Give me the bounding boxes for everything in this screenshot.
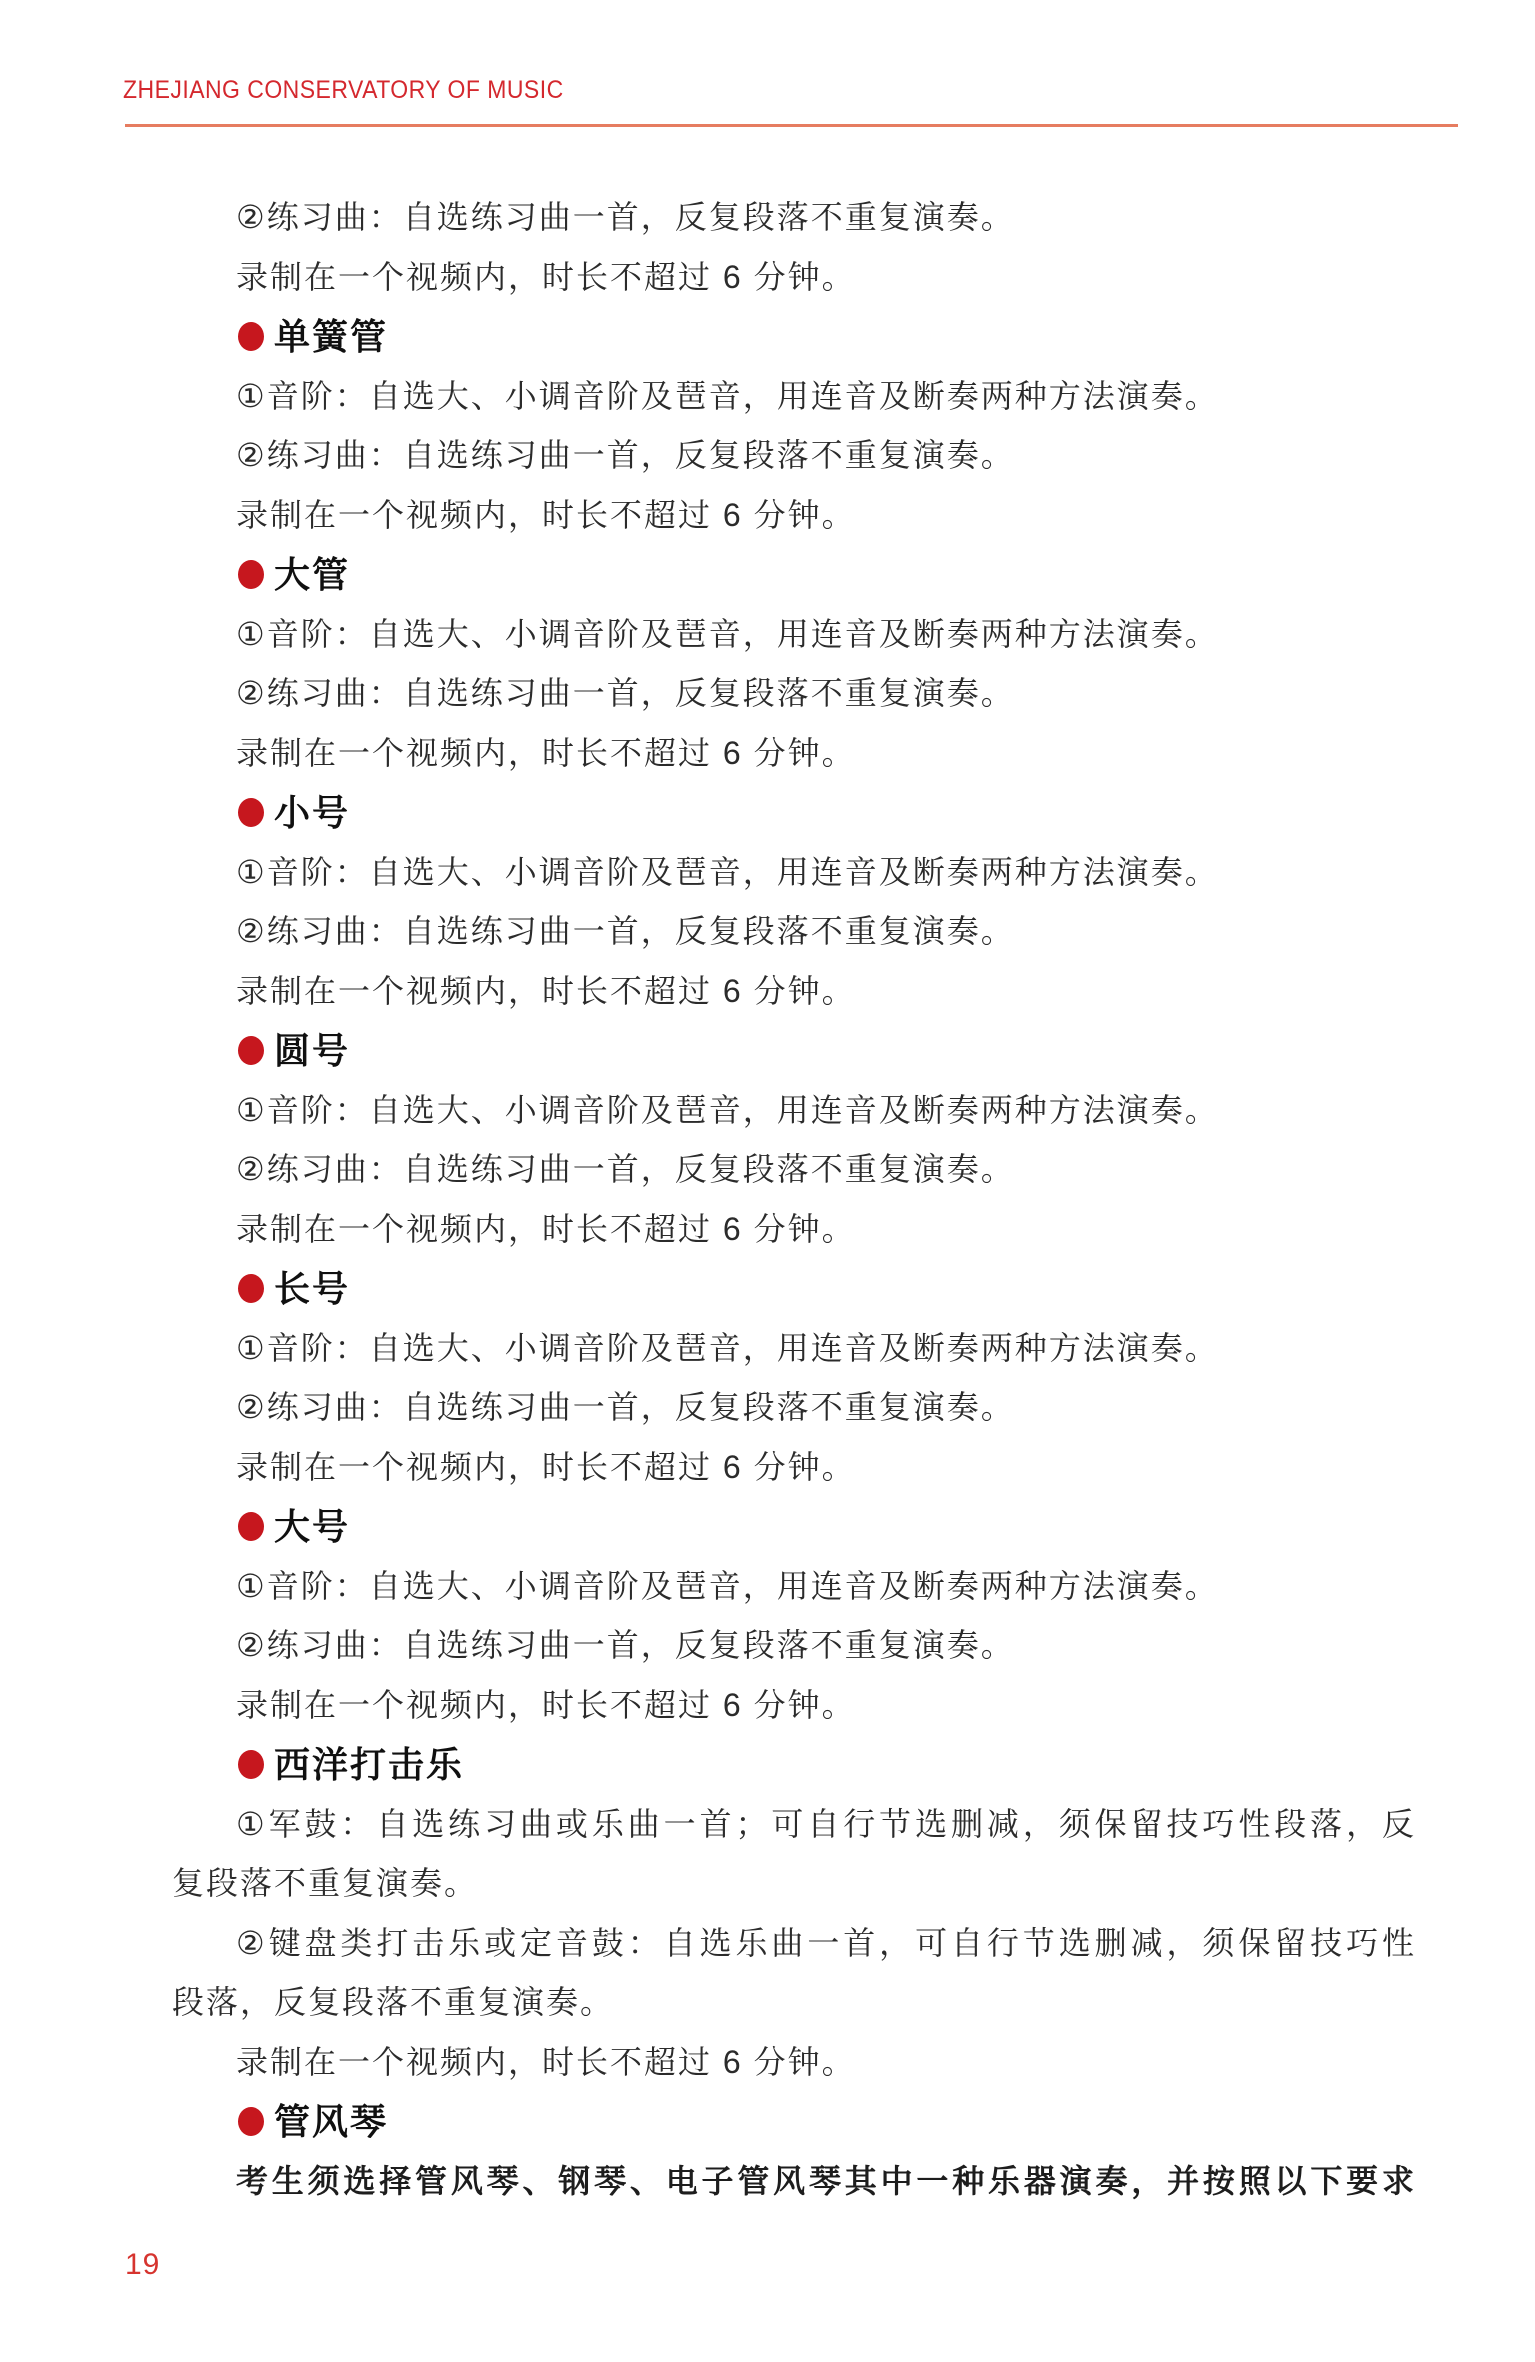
requirement-line: ①音阶：自选大、小调音阶及琶音，用连音及断奏两种方法演奏。 — [236, 1567, 1219, 1604]
requirement-line: 考生须选择管风琴、钢琴、电子管风琴其中一种乐器演奏，并按照以下要求 — [236, 2162, 1416, 2199]
section-title: 大管 — [274, 554, 351, 595]
bullet-icon — [238, 1512, 264, 1541]
section-heading — [172, 783, 1416, 843]
requirement-line: ②练习曲：自选练习曲一首，反复段落不重复演奏。 — [236, 199, 1015, 235]
bullet-icon — [238, 1750, 264, 1779]
section-trombone — [172, 1259, 1416, 1497]
bullet-icon — [238, 560, 264, 589]
bullet-icon — [238, 1274, 264, 1303]
section-title: 小号 — [274, 792, 351, 833]
header-divider — [125, 124, 1458, 127]
requirement-line: ①音阶：自选大、小调音阶及琶音，用连音及断奏两种方法演奏。 — [236, 615, 1219, 652]
requirement-line: ①音阶：自选大、小调音阶及琶音，用连音及断奏两种方法演奏。 — [236, 1329, 1219, 1366]
requirement-line: ②练习曲：自选练习曲一首，反复段落不重复演奏。 — [236, 913, 1015, 949]
page-number: 19 — [125, 2248, 161, 2281]
section-heading — [172, 307, 1416, 367]
section-heading — [172, 1259, 1416, 1319]
section-heading — [172, 1021, 1416, 1081]
section-horn — [172, 1021, 1416, 1259]
document-body — [172, 188, 1416, 2211]
requirement-line: ②练习曲：自选练习曲一首，反复段落不重复演奏。 — [236, 437, 1015, 473]
requirement-line: ②练习曲：自选练习曲一首，反复段落不重复演奏。 — [236, 675, 1015, 711]
bullet-icon — [238, 2107, 264, 2136]
requirement-line: 录制在一个视频内，时长不超过 6 分钟。 — [236, 1210, 856, 1247]
requirement-line: ②练习曲：自选练习曲一首，反复段落不重复演奏。 — [236, 1627, 1015, 1663]
section-title: 管风琴 — [274, 2101, 389, 2142]
requirement-line: 录制在一个视频内，时长不超过 6 分钟。 — [236, 1448, 856, 1485]
bullet-icon — [238, 1036, 264, 1065]
section-bassoon — [172, 545, 1416, 783]
requirement-line: 录制在一个视频内，时长不超过 6 分钟。 — [236, 1686, 856, 1723]
requirement-line: 录制在一个视频内，时长不超过 6 分钟。 — [236, 496, 856, 533]
section-organ — [172, 2092, 1416, 2211]
section-western-percussion — [172, 1735, 1416, 2092]
requirement-line: ②键盘类打击乐或定音鼓：自选乐曲一首，可自行节选删减，须保留技巧性 — [236, 1924, 1416, 1961]
section-title: 大号 — [274, 1506, 351, 1547]
section-heading — [172, 1497, 1416, 1557]
bullet-icon — [238, 798, 264, 827]
requirement-line: ①音阶：自选大、小调音阶及琶音，用连音及断奏两种方法演奏。 — [236, 853, 1219, 890]
requirement-line: ②练习曲：自选练习曲一首，反复段落不重复演奏。 — [236, 1389, 1015, 1425]
requirement-line: ②练习曲：自选练习曲一首，反复段落不重复演奏。 — [236, 1151, 1015, 1187]
section-heading — [172, 2092, 1416, 2152]
requirement-line: 复段落不重复演奏。 — [172, 1865, 479, 1901]
section-tuba — [172, 1497, 1416, 1735]
requirement-line: 录制在一个视频内，时长不超过 6 分钟。 — [236, 734, 856, 771]
institution-name: ZHEJIANG CONSERVATORY OF MUSIC — [123, 76, 564, 104]
section-heading — [172, 545, 1416, 605]
requirement-line: ①音阶：自选大、小调音阶及琶音，用连音及断奏两种方法演奏。 — [236, 377, 1219, 414]
requirement-line: 段落，反复段落不重复演奏。 — [172, 1984, 615, 2020]
section-clarinet — [172, 307, 1416, 545]
requirement-line: ①军鼓：自选练习曲或乐曲一首；可自行节选删减，须保留技巧性段落，反 — [236, 1805, 1416, 1842]
section-trumpet — [172, 783, 1416, 1021]
requirement-line: ①音阶：自选大、小调音阶及琶音，用连音及断奏两种方法演奏。 — [236, 1091, 1219, 1128]
section-title: 单簧管 — [274, 316, 389, 357]
bullet-icon — [238, 322, 264, 351]
requirement-line: 录制在一个视频内，时长不超过 6 分钟。 — [236, 258, 856, 295]
section-title: 圆号 — [274, 1030, 351, 1071]
section-heading — [172, 1735, 1416, 1795]
section-title: 长号 — [274, 1268, 351, 1309]
section-title: 西洋打击乐 — [274, 1744, 465, 1785]
requirement-line: 录制在一个视频内，时长不超过 6 分钟。 — [236, 2043, 856, 2080]
requirement-line: 录制在一个视频内，时长不超过 6 分钟。 — [236, 972, 856, 1009]
